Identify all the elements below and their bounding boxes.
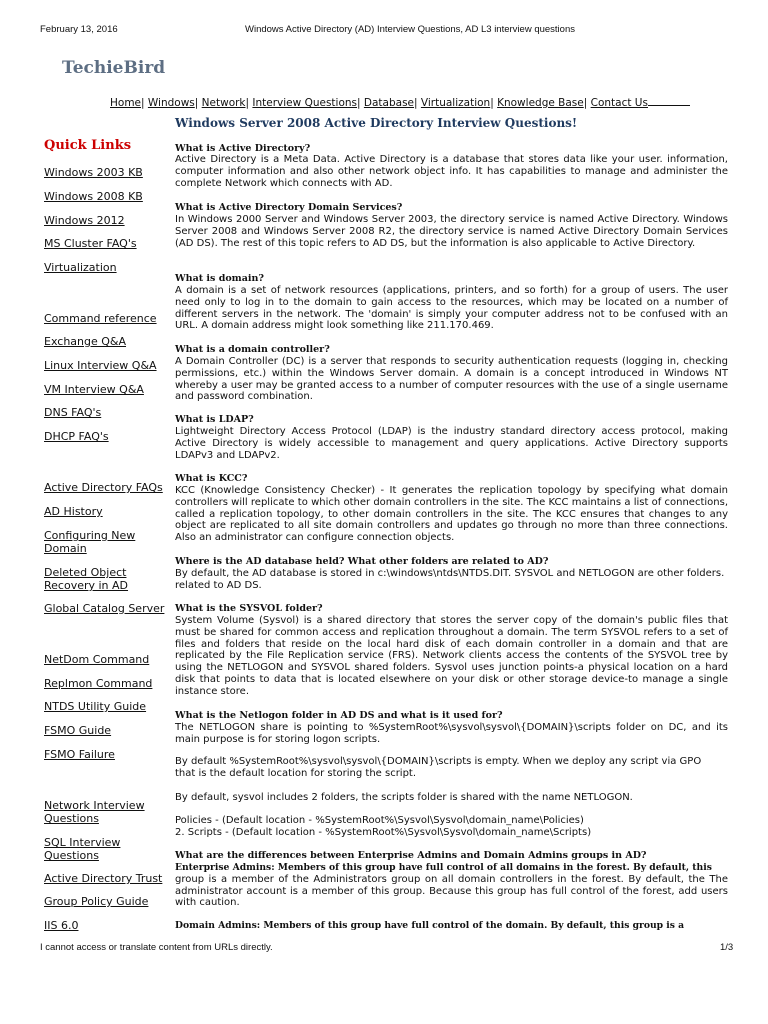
question-netlogon: What is the Netlogon folder in AD DS and what is it used for? xyxy=(175,710,503,721)
print-title: Windows Active Directory (AD) Interview Questions, AD L3 interview questions xyxy=(245,24,575,35)
sidebar-link-linux-interview-qa[interactable]: Linux Interview Q&A xyxy=(44,359,157,372)
nav-windows[interactable]: Windows xyxy=(147,97,195,109)
question-active-directory: What is Active Directory? xyxy=(175,143,311,154)
answer-ad-database-location: By default, the AD database is stored in c:\windows\ntds\NTDS.DIT. SYSVOL and NETLOGON are other folders. related to AD DS. xyxy=(175,568,725,591)
sidebar-link-global-catalog-server[interactable]: Global Catalog Server xyxy=(44,602,165,615)
answer-ldap: Lightweight Directory Access Protocol (LDAP) is the industry standard directory access protocol, making Active Directory is widely accessible to management and query applications. Active Directory supports LDAPv3 and LDAPv2. xyxy=(175,426,728,461)
answer-sysvol: System Volume (Sysvol) is a shared directory that stores the server copy of the domain's public files that must be shared for common access and replication throughout a domain. The term SYSVOL refers to a set of files and folders that reside on the local hard disk of each domain controller in a domain and that are replicated by the File Replication service (FRS). Network clients access the contents of the SYSVOL tree by using the NETLOGON and SYSVOL shared folders. Sysvol uses junction points-a physical location on a hard disk that points to data that is located elsewhere on your disk or other storage device-to manage a single instance store. xyxy=(175,615,728,697)
sidebar-link-windows-2003-kb[interactable]: Windows 2003 KB xyxy=(44,166,143,179)
nav-underline-pad xyxy=(648,95,690,106)
sidebar-link-network-interview-questions[interactable]: Network Interview Questions xyxy=(44,799,145,825)
footer-note: I cannot access or translate content from URLs directly. xyxy=(40,942,273,953)
question-sysvol: What is the SYSVOL folder? xyxy=(175,603,323,614)
sysvol-default-folders: By default, sysvol includes 2 folders, the scripts folder is shared with the name NETLOGON. xyxy=(175,792,633,803)
sysvol-policies-location: Policies - (Default location - %SystemRoot%\Sysvol\Sysvol\domain_name\Policies) xyxy=(175,815,584,826)
answer-kcc: KCC (Knowledge Consistency Checker) - It generates the replication topology by specifying what domain controllers will replicate to which other domain controllers in the site. The KCC maintains a list of connections, called a replication topology, to other domain controllers in the site. The KCC ensures that changes to any object are replicated to all site domain controllers and updates go through no more than three connections. Also an administrator can configure connection objects. xyxy=(175,485,728,544)
nav-interview-questions[interactable]: Interview Questions xyxy=(252,97,358,109)
sidebar-link-active-directory-faqs[interactable]: Active Directory FAQs xyxy=(44,481,163,494)
nav-home[interactable]: Home xyxy=(110,97,142,109)
question-ldap: What is LDAP? xyxy=(175,414,254,425)
enterprise-admins-lead: Enterprise Admins: Members of this group have full control of all domains in the forest. By default, this xyxy=(175,862,712,873)
sidebar-link-sql-interview-questions[interactable]: SQL Interview Questions xyxy=(44,836,121,862)
quick-links-heading: Quick Links xyxy=(44,138,132,153)
question-domain: What is domain? xyxy=(175,273,264,284)
sidebar-link-windows-2012[interactable]: Windows 2012 xyxy=(44,214,125,227)
sidebar-link-ntds-utility-guide[interactable]: NTDS Utility Guide xyxy=(44,700,147,713)
question-domain-controller: What is a domain controller? xyxy=(175,344,330,355)
sidebar-link-ad-history[interactable]: AD History xyxy=(44,505,103,518)
page-number: 1/3 xyxy=(720,942,734,953)
question-kcc: What is KCC? xyxy=(175,473,248,484)
enterprise-admins-rest: group is a member of the Administrators group on all domain controllers in the forest. By default, the The administrator account is a member of this group. Because this group has full control of the forest, add users with caution. xyxy=(175,873,728,909)
sidebar-link-deleted-object-recovery[interactable]: Deleted Object Recovery in AD xyxy=(44,566,129,592)
sidebar-link-group-policy-guide[interactable]: Group Policy Guide xyxy=(44,895,149,908)
page-heading: Windows Server 2008 Active Directory Interview Questions! xyxy=(175,116,578,130)
nav-database[interactable]: Database xyxy=(363,97,415,109)
question-ad-database-location: Where is the AD database held? What other folders are related to AD? xyxy=(175,556,549,567)
question-enterprise-vs-domain-admins: What are the differences between Enterprise Admins and Domain Admins groups in AD? xyxy=(175,850,647,861)
sidebar-link-configuring-new-domain[interactable]: Configuring New Domain xyxy=(44,529,136,555)
sidebar-link-windows-2008-kb[interactable]: Windows 2008 KB xyxy=(44,190,143,203)
sidebar-link-dhcp-faqs[interactable]: DHCP FAQ's xyxy=(44,430,109,443)
print-date: February 13, 2016 xyxy=(40,24,118,35)
sysvol-scripts-location: 2. Scripts - (Default location - %SystemRoot%\Sysvol\Sysvol\domain_name\Scripts) xyxy=(175,827,592,838)
answer-domain-admins xyxy=(175,920,728,932)
sidebar-link-fsmo-failure[interactable]: FSMO Failure xyxy=(44,748,115,761)
sidebar-link-iis-6[interactable]: IIS 6.0 xyxy=(44,919,79,932)
sidebar-link-exchange-qa[interactable]: Exchange Q&A xyxy=(44,335,127,348)
sidebar-link-vm-interview-qa[interactable]: VM Interview Q&A xyxy=(44,383,144,396)
sidebar-link-fsmo-guide[interactable]: FSMO Guide xyxy=(44,724,112,737)
nav-virtualization[interactable]: Virtualization xyxy=(420,97,491,109)
top-nav: Home| Windows| Network| Interview Questions| Database| Virtualization| Knowledge Base| Contact Us xyxy=(110,95,690,109)
domain-admins-lead: Domain Admins: Members of this group have full control of the domain. By default, this group is a xyxy=(175,920,685,931)
answer-active-directory: Active Directory is a Meta Data. Active Directory is a database that stores data like your user. information, computer information and also other network object info. It has capabilities to manage and administer the complete Network which connects with AD. xyxy=(175,154,728,189)
answer-domain: A domain is a set of network resources (applications, printers, and so forth) for a group of users. The user need only to log in to the domain to gain access to the resources, which may be located on a number of different servers in the network. The 'domain' is simply your computer address not to be confused with an URL. A domain address might look something like 211.170.469. xyxy=(175,285,728,332)
question-ad-domain-services: What is Active Directory Domain Services? xyxy=(175,202,403,213)
site-title[interactable]: TechieBird xyxy=(62,58,166,78)
sidebar-link-ms-cluster-faqs[interactable]: MS Cluster FAQ's xyxy=(44,237,137,250)
nav-contact-us[interactable]: Contact Us xyxy=(590,97,648,109)
answer-netlogon: The NETLOGON share is pointing to %SystemRoot%\sysvol\sysvol\{DOMAIN}\scripts folder on DC, and its main purpose is for storing logon scripts. xyxy=(175,722,728,745)
print-header xyxy=(0,24,768,38)
sidebar-link-netdom-command[interactable]: NetDom Command xyxy=(44,653,150,666)
nav-network[interactable]: Network xyxy=(201,97,246,109)
sidebar-link-command-reference[interactable]: Command reference xyxy=(44,312,157,325)
answer-ad-domain-services: In Windows 2000 Server and Windows Server 2003, the directory service is named Active Directory. Windows Server 2008 and Windows Server 2008 R2, the directory service is named Active Directory Domain Services (AD DS). The rest of this topic refers to AD DS, but the information is also applicable to Active Directory. xyxy=(175,214,728,249)
answer-domain-controller: A Domain Controller (DC) is a server that responds to security authentication requests (logging in, checking permissions, etc.) within the Windows Server domain. A domain is a concept introduced in Windows NT whereby a user may be granted access to a number of computer resources with the use of a single username and password combination. xyxy=(175,356,728,403)
answer-enterprise-admins xyxy=(175,862,728,909)
nav-knowledge-base[interactable]: Knowledge Base xyxy=(497,97,584,109)
sidebar-link-dns-faqs[interactable]: DNS FAQ's xyxy=(44,406,102,419)
netlogon-default-script-location: By default %SystemRoot%\sysvol\sysvol\{DOMAIN}\scripts is empty. When we deploy any script via GPO that is the default location for storing the script. xyxy=(175,756,702,779)
sidebar-link-replmon-command[interactable]: Replmon Command xyxy=(44,677,153,690)
sidebar-link-active-directory-trust[interactable]: Active Directory Trust xyxy=(44,872,163,885)
sidebar-link-virtualization[interactable]: Virtualization xyxy=(44,261,117,274)
